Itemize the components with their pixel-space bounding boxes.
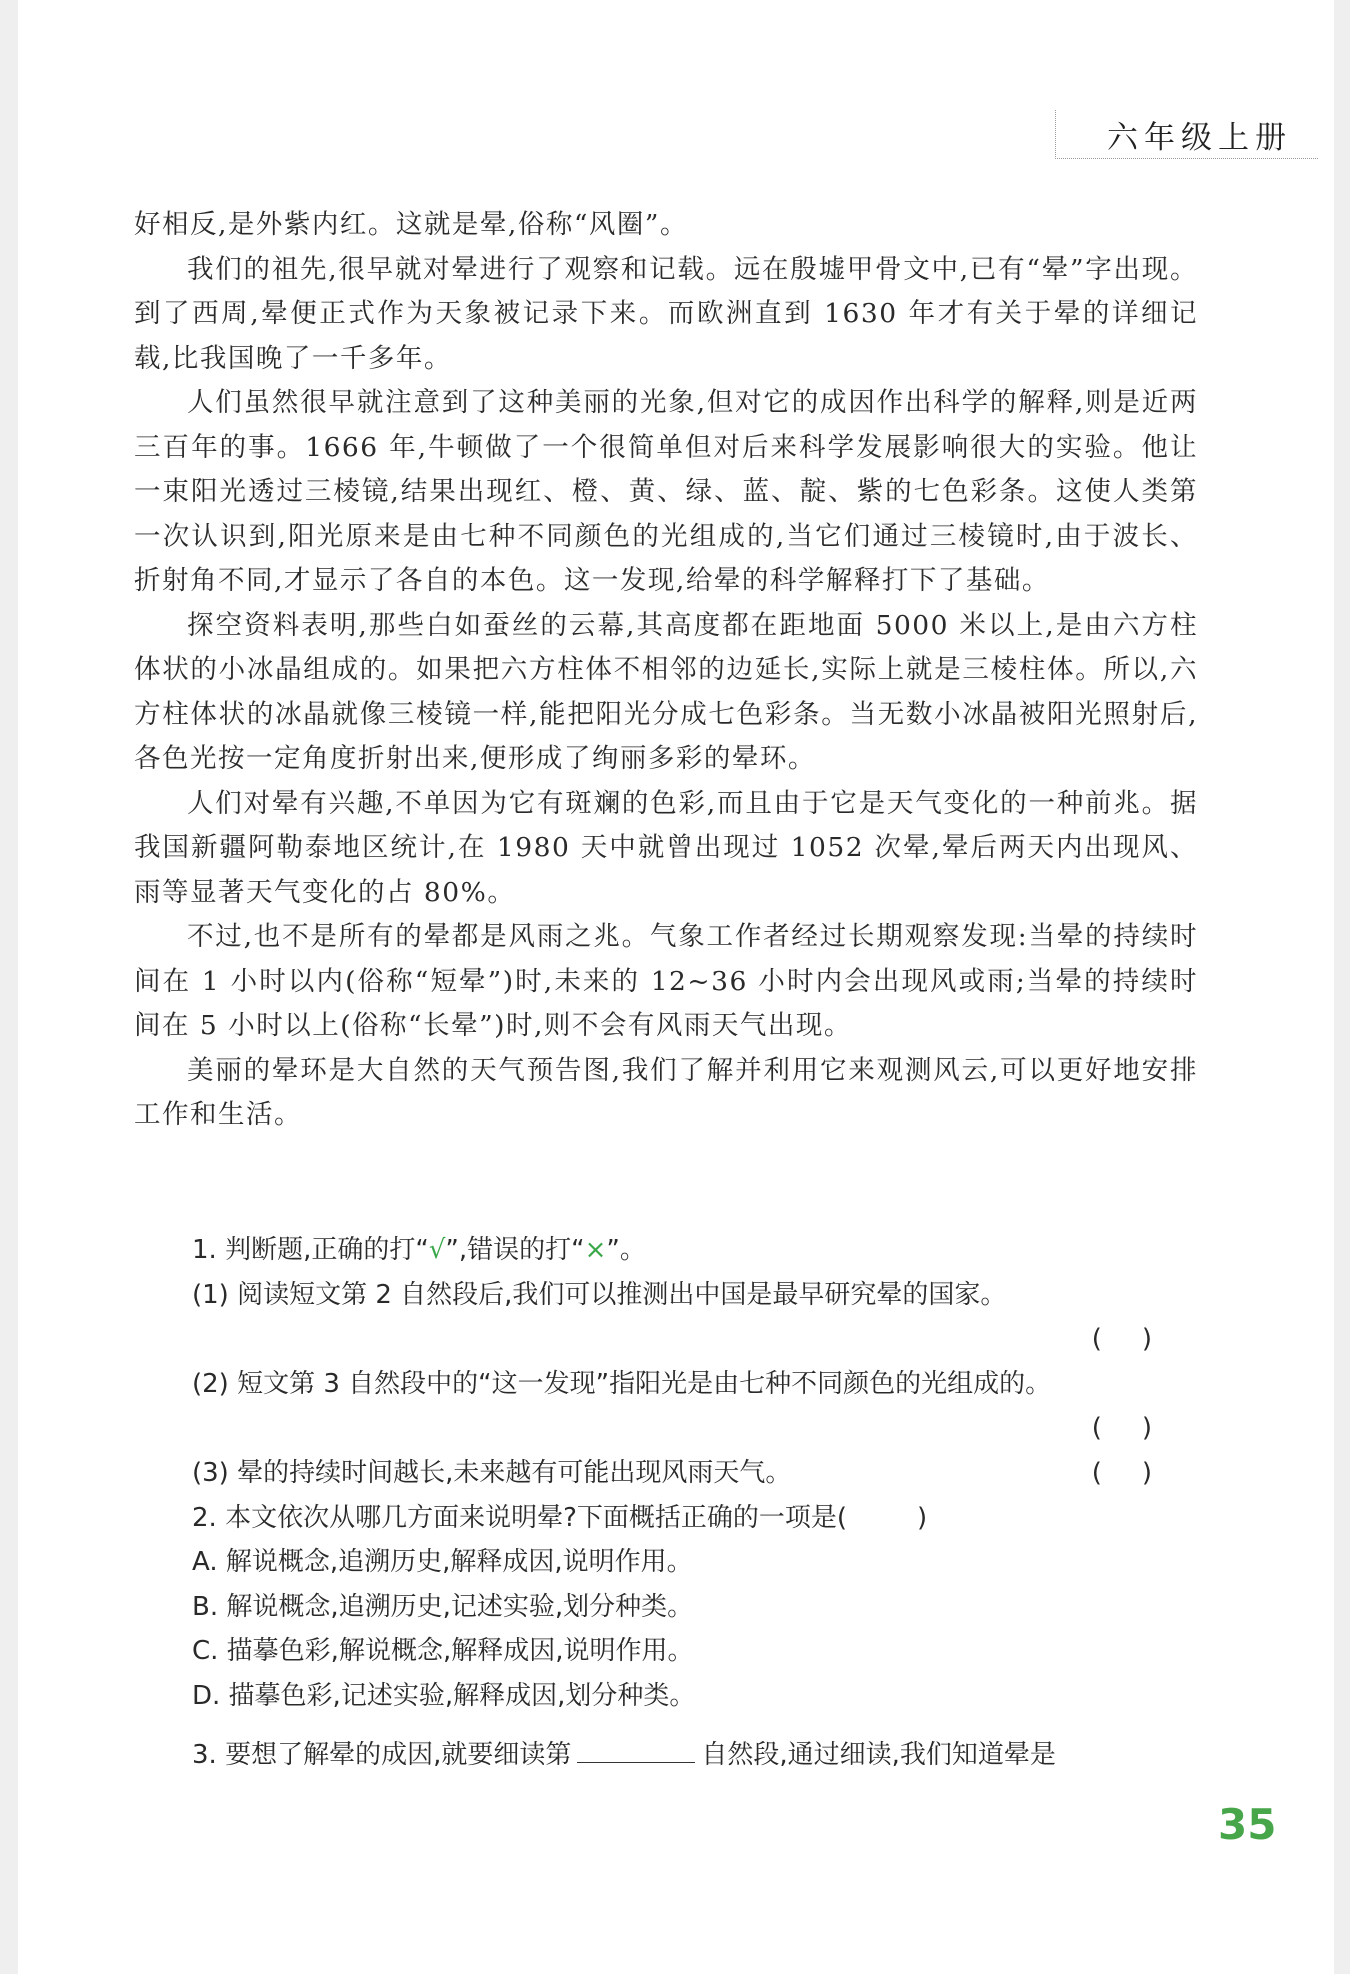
cross-mark-icon: ×	[584, 1235, 607, 1265]
answer-parentheses[interactable]: ()	[1091, 1457, 1192, 1488]
question-3: 3. 要想了解晕的成因,就要细读第 自然段,通过细读,我们知道晕是	[192, 1733, 1198, 1778]
question-2-heading: 2. 本文依次从哪几方面来说明晕?下面概括正确的一项是( )	[192, 1502, 928, 1533]
passage-paragraph: 不过,也不是所有的晕都是风雨之兆。气象工作者经过长期观察发现:当晕的持续时间在 1 小时以内(俗称“短晕”)时,未来的 12~36 小时内会出现风或雨;当晕的持续时间在 5 小时以上(俗称“长晕”)时,则不会有风雨天气出现。	[134, 921, 1198, 1041]
fill-in-blank[interactable]	[577, 1736, 695, 1763]
passage-paragraph: 好相反,是外紫内红。这就是晕,俗称“风圈”。	[134, 209, 688, 240]
question-1-item: (2) 短文第 3 自然段中的“这一发现”指阳光是由七种不同颜色的光组成的。	[192, 1368, 1052, 1399]
textbook-page	[18, 0, 1334, 1974]
passage-paragraph: 人们对晕有兴趣,不单因为它有斑斓的色彩,而且由于它是天气变化的一种前兆。据我国新疆阿勒泰地区统计,在 1980 天中就曾出现过 1052 次晕,晕后两天内出现风、雨等显著天气变化的占 80%。	[134, 787, 1198, 908]
passage-paragraph: 美丽的晕环是大自然的天气预告图,我们了解并利用它来观测风云,可以更好地安排工作和生活。	[134, 1054, 1198, 1130]
question-2-option: C. 描摹色彩,解说概念,解释成因,说明作用。	[192, 1636, 694, 1667]
question-2-option: D. 描摹色彩,记述实验,解释成因,划分种类。	[192, 1680, 696, 1711]
question-2-option: B. 解说概念,追溯历史,记述实验,划分种类。	[192, 1591, 694, 1622]
answer-parentheses[interactable]: ()	[1091, 1413, 1192, 1444]
answer-parentheses[interactable]: ()	[1091, 1324, 1192, 1355]
answer-row	[192, 1317, 1198, 1362]
check-mark-icon: √	[428, 1235, 446, 1265]
question-1-item: (3) 晕的持续时间越长,未来越有可能出现风雨天气。 ()	[192, 1451, 1198, 1496]
book-label-box	[1055, 110, 1318, 159]
exercise-questions	[192, 1228, 1198, 1777]
passage-paragraph: 探空资料表明,那些白如蚕丝的云幕,其高度都在距地面 5000 米以上,是由六方柱体状的小冰晶组成的。如果把六方柱体不相邻的边延长,实际上就是三棱柱体。所以,六方柱体状的冰晶就像三棱镜一样,能把阳光分成七色彩条。当无数小冰晶被阳光照射后,各色光按一定角度折射出来,便形成了绚丽多彩的晕环。	[134, 609, 1198, 774]
answer-row	[192, 1406, 1198, 1451]
question-1-item: (1) 阅读短文第 2 自然段后,我们可以推测出中国是最早研究晕的国家。	[192, 1279, 1007, 1310]
passage-paragraph: 我们的祖先,很早就对晕进行了观察和记载。远在殷墟甲骨文中,已有“晕”字出现。到了西周,晕便正式作为天象被记录下来。而欧洲直到 1630 年才有关于晕的详细记载,比我国晚了一千多年。	[134, 253, 1198, 374]
passage-paragraph: 人们虽然很早就注意到了这种美丽的光象,但对它的成因作出科学的解释,则是近两三百年的事。1666 年,牛顿做了一个很简单但对后来科学发展影响很大的实验。他让一束阳光透过三棱镜,结果出现红、橙、黄、绿、蓝、靛、紫的七色彩条。这使人类第一次认识到,阳光原来是由七种不同颜色的光组成的,当它们通过三棱镜时,由于波长、折射角不同,才显示了各自的本色。这一发现,给晕的科学解释打下了基础。	[134, 387, 1198, 596]
page-number: 35	[1218, 1800, 1277, 1849]
reading-passage	[134, 203, 1198, 1138]
book-label: 六年级上册	[1107, 120, 1292, 156]
question-1-heading: 1. 判断题,正确的打“√”,错误的打“×”。	[192, 1235, 646, 1265]
question-2-option: A. 解说概念,追溯历史,解释成因,说明作用。	[192, 1547, 693, 1578]
